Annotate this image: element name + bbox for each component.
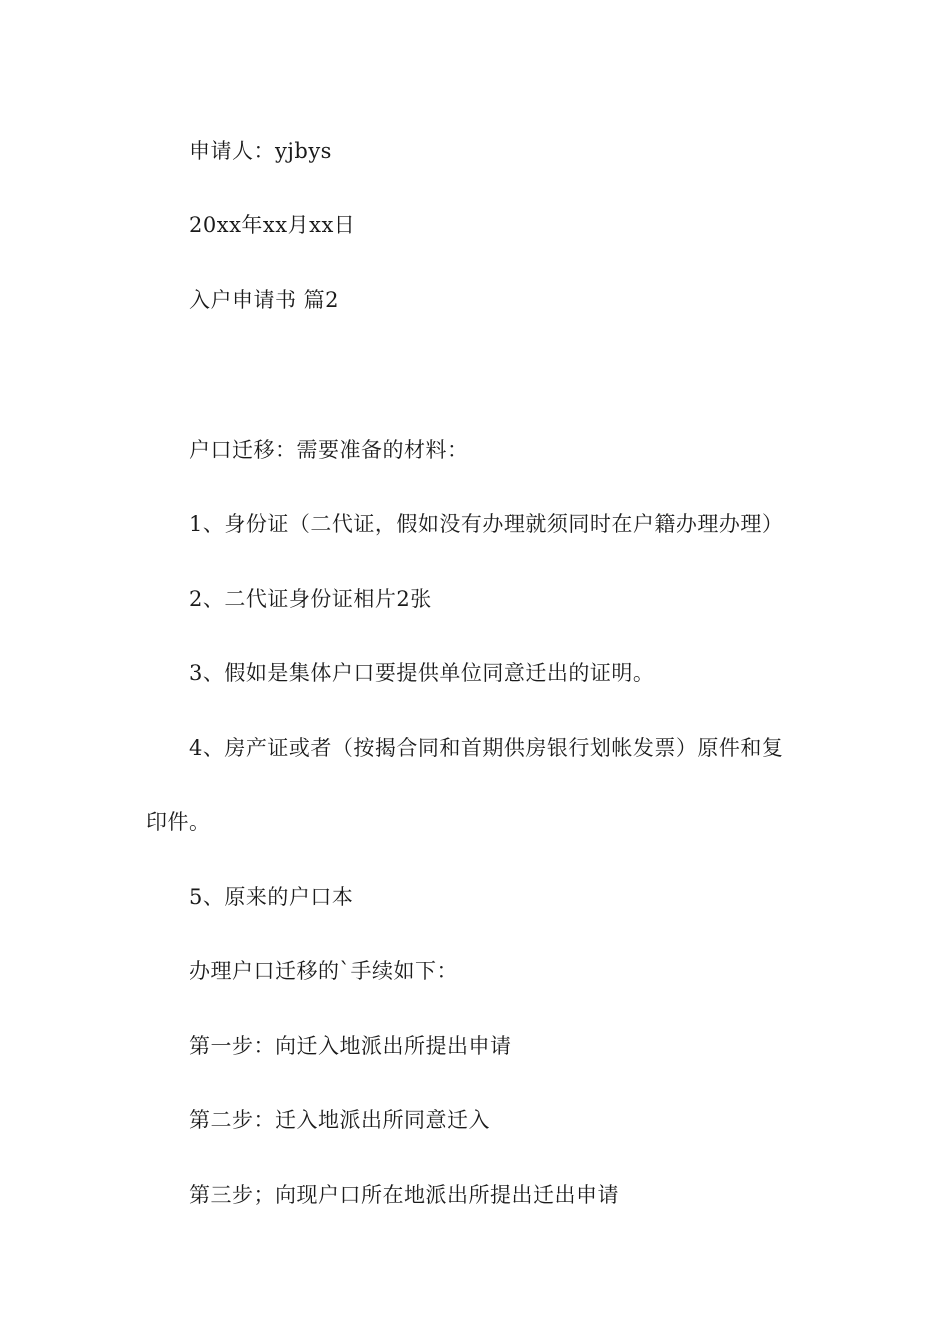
applicant-line: 申请人：yjbys — [189, 139, 332, 163]
procedure-step-1: 第一步：向迁入地派出所提出申请 — [189, 1034, 512, 1058]
materials-item-2: 2、二代证身份证相片2张 — [189, 587, 432, 611]
materials-item-1: 1、身份证（二代证，假如没有办理就须同时在户籍办理办理） — [189, 512, 784, 536]
materials-heading: 户口迁移：需要准备的材料： — [189, 438, 469, 462]
section-heading: 入户申请书 篇2 — [189, 288, 340, 312]
procedure-step-3: 第三步；向现户口所在地派出所提出迁出申请 — [189, 1183, 619, 1207]
procedure-step-2: 第二步：迁入地派出所同意迁入 — [189, 1108, 490, 1132]
materials-item-3: 3、假如是集体户口要提供单位同意迁出的证明。 — [189, 661, 655, 685]
materials-item-5: 5、原来的户口本 — [189, 885, 354, 909]
procedure-heading: 办理户口迁移的`手续如下： — [189, 959, 458, 983]
materials-item-4-continued: 印件。 — [146, 810, 211, 834]
materials-item-4: 4、房产证或者（按揭合同和首期供房银行划帐发票）原件和复 — [189, 736, 784, 760]
date-line: 20xx年xx月xx日 — [189, 213, 356, 237]
